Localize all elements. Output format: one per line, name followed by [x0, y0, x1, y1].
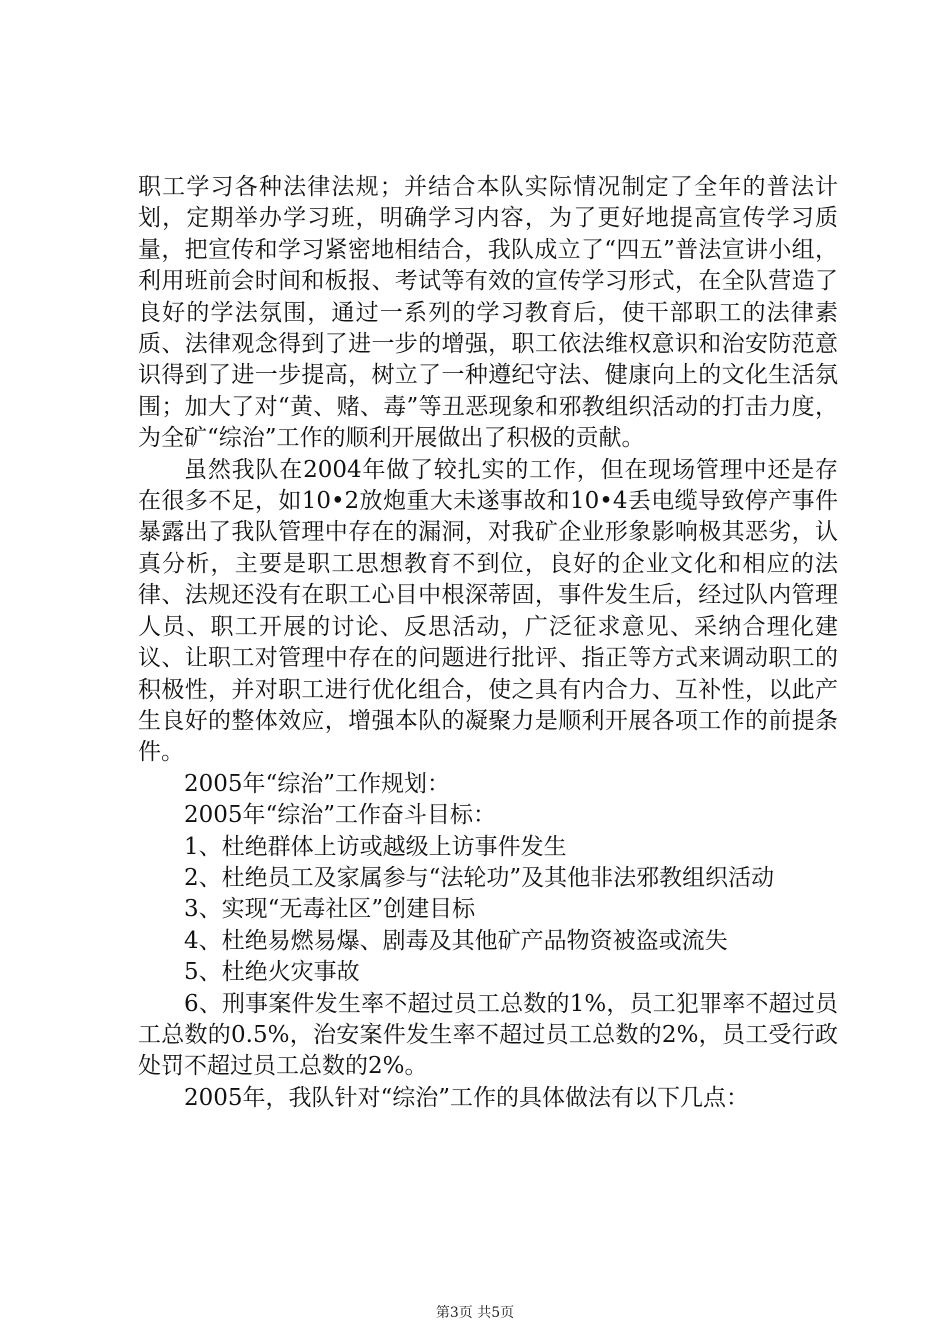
- paragraph-legal-education: 职工学习各种法律法规；并结合本队实际情况制定了全年的普法计划，定期举办学习班，明确学习内容，为了更好地提高宣传学习质量，把宣传和学习紧密地相结合，我队成立了“四五”普法宣讲小组，利用班前会时间和板报、考试等有效的宣传学习形式，在全队营造了良好的学法氛围，通过一系列的学习教育后，使干部职工的法律素质、法律观念得到了进一步的增强，职工依法维权意识和治安防范意识得到了进一步提高，树立了一种遵纪守法、健康向上的文化生活氛围；加大了对“黄、赌、毒”等丑恶现象和邪教组织活动的打击力度，为全矿“综治”工作的顺利开展做出了积极的贡献。: [138, 174, 838, 452]
- page-footer: [0, 1302, 950, 1322]
- document-body: [138, 172, 838, 1114]
- paragraph-goals-heading: 2005年“综治”工作奋斗目标：: [184, 802, 497, 829]
- page-number-label: 第3页 共5页: [435, 1305, 515, 1321]
- paragraph-shortcomings: 虽然我队在2004年做了较扎实的工作，但在现场管理中还是存在很多不足，如10•2放炮重大未遂事故和10•4丢电缆导致停产事件暴露出了我队管理中存在的漏洞，对我矿企业形象影响极其恶劣，认真分析，主要是职工思想教育不到位，良好的企业文化和相应的法律、法规还没有在职工心目中根深蒂固，事件发生后，经过队内管理人员、职工开展的讨论、反思活动，广泛征求意见、采纳合理化建议、让职工对管理中存在的问题进行批评、指正等方式来调动职工的积极性，并对职工进行优化组合，使之具有内合力、互补性，以此产生良好的整体效应，增强本队的凝聚力是顺利开展各项工作的前提条件。: [138, 456, 838, 766]
- paragraph-plan-heading: 2005年“综治”工作规划：: [184, 770, 451, 797]
- list-item-goal-6: 6、刑事案件发生率不超过员工总数的1%，员工犯罪率不超过员工总数的0.5%，治安案件发生率不超过员工总数的2%，员工受行政处罚不超过员工总数的2%。: [138, 990, 838, 1080]
- paragraph-measures-intro: 2005年，我队针对“综治”工作的具体做法有以下几点：: [184, 1084, 750, 1111]
- list-item-goal-2: 2、杜绝员工及家属参与“法轮功”及其他非法邪教组织活动: [184, 864, 775, 891]
- list-item-goal-4: 4、杜绝易燃易爆、剧毒及其他矿产品物资被盗或流失: [184, 927, 728, 954]
- list-item-goal-5: 5、杜绝火灾事故: [184, 959, 360, 986]
- list-item-goal-3: 3、实现“无毒社区”创建目标: [184, 896, 476, 923]
- list-item-goal-1: 1、杜绝群体上访或越级上访事件发生: [184, 833, 567, 860]
